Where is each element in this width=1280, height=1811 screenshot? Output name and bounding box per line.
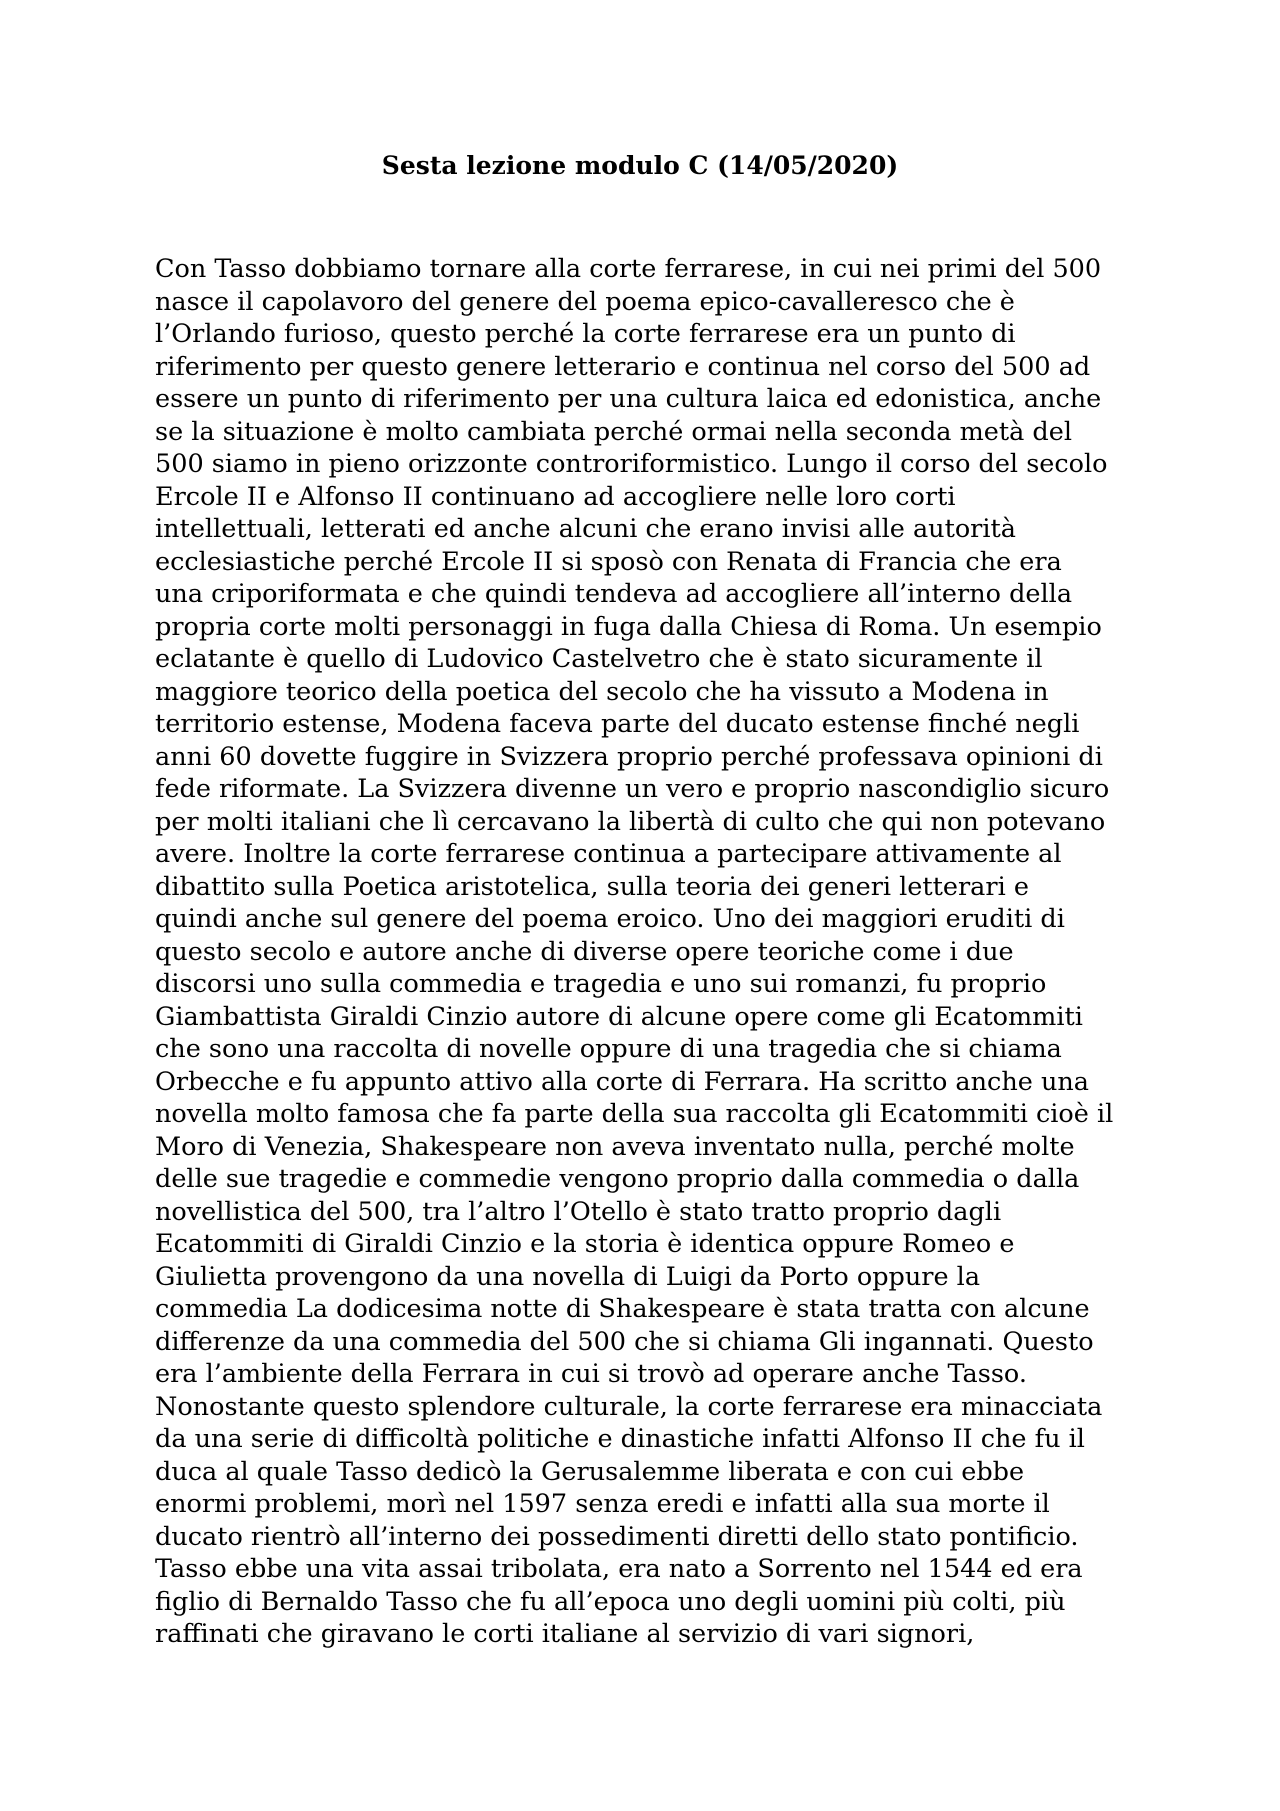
body-line: Orbecche e fu appunto attivo alla corte di Ferrara. Ha scritto anche una <box>155 1066 1090 1097</box>
body-line: se la situazione è molto cambiata perché ormai nella seconda metà del <box>155 416 1073 447</box>
body-line: quindi anche sul genere del poema eroico. Uno dei maggiori eruditi di <box>155 904 1065 934</box>
body-line: era l’ambiente della Ferrara in cui si trovò ad operare anche Tasso. <box>155 1359 1027 1389</box>
body-line: Moro di Venezia, Shakespeare non aveva inventato nulla, perché molte <box>155 1131 1075 1162</box>
body-line: nasce il capolavoro del genere del poema epico-cavalleresco che è <box>155 286 1015 317</box>
body-line: ecclesiastiche perché Ercole II si sposò con Renata di Francia che era <box>155 546 1062 577</box>
body-line: intellettuali, letterati ed anche alcuni che erano invisi alle autorità <box>155 514 1016 544</box>
body-line: questo secolo e autore anche di diverse opere teoriche come i due <box>155 936 1014 967</box>
body-line: Ecatommiti di Giraldi Cinzio e la storia è identica oppure Romeo e <box>155 1229 1015 1259</box>
body-line: delle sue tragedie e commedie vengono proprio dalla commedia o dalla <box>155 1164 1080 1194</box>
body-line: dibattito sulla Poetica aristotelica, sulla teoria dei generi letterari e <box>155 871 1029 902</box>
body-line: differenze da una commedia del 500 che si chiama Gli ingannati. Questo <box>155 1326 1094 1357</box>
body-line: novella molto famosa che fa parte della sua raccolta gli Ecatommiti cioè il <box>155 1099 1114 1129</box>
body-line: anni 60 dovette fuggire in Svizzera proprio perché professava opinioni di <box>155 741 1103 772</box>
body-line: 500 siamo in pieno orizzonte controriformistico. Lungo il corso del secolo <box>155 449 1108 479</box>
body-line: fede riformate. La Svizzera divenne un vero e proprio nascondiglio sicuro <box>155 774 1110 804</box>
body-line: avere. Inoltre la corte ferrarese continua a partecipare attivamente al <box>155 839 1062 869</box>
body-line: essere un punto di riferimento per una cultura laica ed edonistica, anche <box>155 384 1102 414</box>
document-title: Sesta lezione modulo C (14/05/2020) <box>381 151 899 180</box>
body-line: da una serie di difficoltà politiche e dinastiche infatti Alfonso II che fu il <box>155 1424 1085 1454</box>
body-line: duca al quale Tasso dedicò la Gerusalemme liberata e con cui ebbe <box>155 1456 1025 1487</box>
body-line: enormi problemi, morì nel 1597 senza eredi e infatti alla sua morte il <box>155 1489 1050 1519</box>
body-line: per molti italiani che lì cercavano la libertà di culto che qui non potevano <box>155 806 1106 837</box>
body-line: Tasso ebbe una vita assai tribolata, era nato a Sorrento nel 1544 ed era <box>155 1554 1083 1584</box>
body-line: commedia La dodicesima notte di Shakespeare è stata tratta con alcune <box>155 1294 1090 1324</box>
body-line: territorio estense, Modena faceva parte del ducato estense finché negli <box>155 709 1080 739</box>
body-line: riferimento per questo genere letterario e continua nel corso del 500 ad <box>155 351 1091 382</box>
body-line: novellistica del 500, tra l’altro l’Otello è stato tratto proprio dagli <box>155 1196 1002 1227</box>
body-line: figlio di Bernaldo Tasso che fu all’epoca uno degli uomini più colti, più <box>155 1586 1066 1617</box>
body-line: una criporiformata e che quindi tendeva ad accogliere all’interno della <box>155 579 1073 609</box>
body-line: che sono una raccolta di novelle oppure di una tragedia che si chiama <box>155 1034 1062 1064</box>
body-line: raffinati che giravano le corti italiane al servizio di vari signori, <box>155 1619 975 1649</box>
body-line: eclatante è quello di Ludovico Castelvetro che è stato sicuramente il <box>155 644 1043 674</box>
body-line: Giambattista Giraldi Cinzio autore di alcune opere come gli Ecatommiti <box>155 1001 1083 1032</box>
body-line: Nonostante questo splendore culturale, la corte ferrarese era minacciata <box>155 1391 1103 1422</box>
body-line: maggiore teorico della poetica del secolo che ha vissuto a Modena in <box>155 676 1049 707</box>
document-body <box>155 253 1145 1651</box>
body-line: Giulietta provengono da una novella di Luigi da Porto oppure la <box>155 1261 981 1292</box>
body-line: l’Orlando furioso, questo perché la corte ferrarese era un punto di <box>155 319 1016 349</box>
body-line: ducato rientrò all’interno dei possedimenti diretti dello stato pontificio. <box>155 1521 1079 1552</box>
body-line: propria corte molti personaggi in fuga dalla Chiesa di Roma. Un esempio <box>155 611 1102 642</box>
body-line: Ercole II e Alfonso II continuano ad accogliere nelle loro corti <box>155 481 956 512</box>
body-line: discorsi uno sulla commedia e tragedia e uno sui romanzi, fu proprio <box>155 969 1047 999</box>
body-line: Con Tasso dobbiamo tornare alla corte ferrarese, in cui nei primi del 500 <box>155 254 1102 284</box>
